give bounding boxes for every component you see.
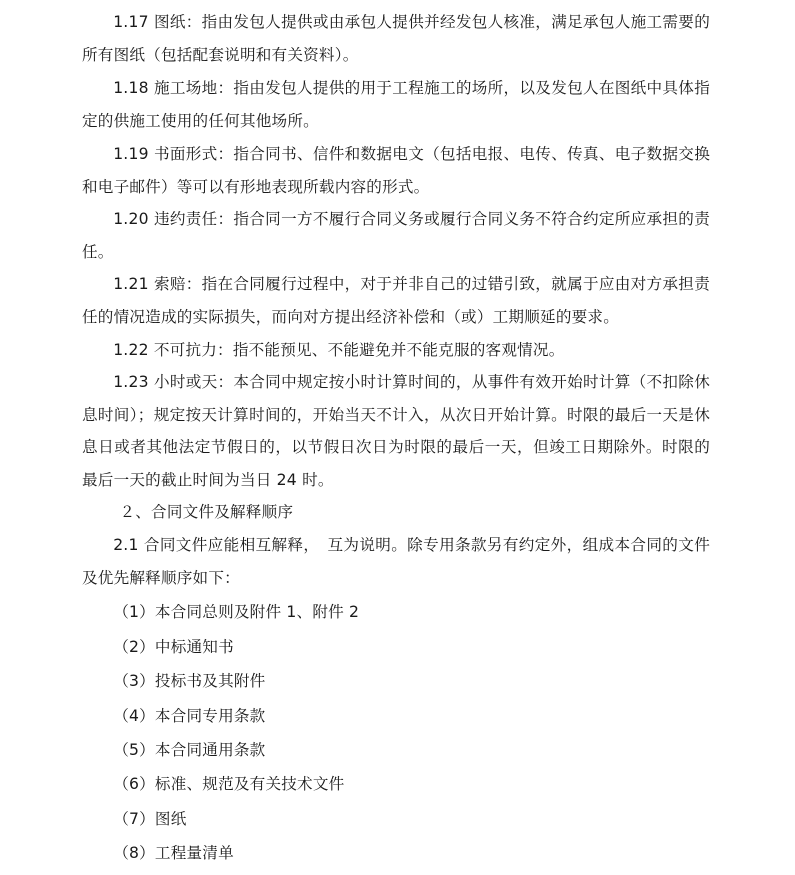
clause-1-20: 1.20 违约责任：指合同一方不履行合同义务或履行合同义务不符合约定所应承担的责任。 [82, 210, 710, 261]
clause-1-19: 1.19 书面形式：指合同书、信件和数据电文（包括电报、电传、传真、电子数据交换和电子邮件）等可以有形地表现所载内容的形式。 [82, 145, 710, 196]
section-heading: ２、合同文件及解释顺序 [119, 503, 294, 521]
list-item: （5）本合同通用条款 [113, 741, 266, 759]
list-item: （3）投标书及其附件 [113, 672, 266, 690]
clause-1-21: 1.21 索赔：指在合同履行过程中，对于并非自己的过错引致，就属于应由对方承担责任的情况造成的实际损失，而向对方提出经济补偿和（或）工期顺延的要求。 [82, 275, 710, 326]
list-item: （2）中标通知书 [113, 638, 234, 656]
list-item: （4）本合同专用条款 [113, 707, 266, 725]
list-item: （1）本合同总则及附件 1、附件 2 [113, 603, 360, 621]
list-item: （8）工程量清单 [113, 844, 234, 862]
clause-2-1: 2.1 合同文件应能相互解释， 互为说明。除专用条款另有约定外，组成本合同的文件及优先解释顺序如下： [82, 536, 710, 587]
clause-1-17: 1.17 图纸：指由发包人提供或由承包人提供并经发包人核准，满足承包人施工需要的所有图纸（包括配套说明和有关资料）。 [82, 13, 710, 64]
list-item: （7）图纸 [113, 810, 187, 828]
list-item: （6）标准、规范及有关技术文件 [113, 775, 345, 793]
clause-1-22: 1.22 不可抗力：指不能预见、不能避免并不能克服的客观情况。 [113, 341, 565, 359]
clause-1-18: 1.18 施工场地：指由发包人提供的用于工程施工的场所，以及发包人在图纸中具体指定的供施工使用的任何其他场所。 [82, 79, 710, 130]
clause-1-23: 1.23 小时或天：本合同中规定按小时计算时间的，从事件有效开始时计算（不扣除休息时间）；规定按天计算时间的，开始当天不计入，从次日开始计算。时限的最后一天是休息日或者其他法定节假日的，以节假日次日为时限的最后一天，但竣工日期除外。时限的最后一天的截止时间为当日 24 时。 [82, 373, 710, 489]
